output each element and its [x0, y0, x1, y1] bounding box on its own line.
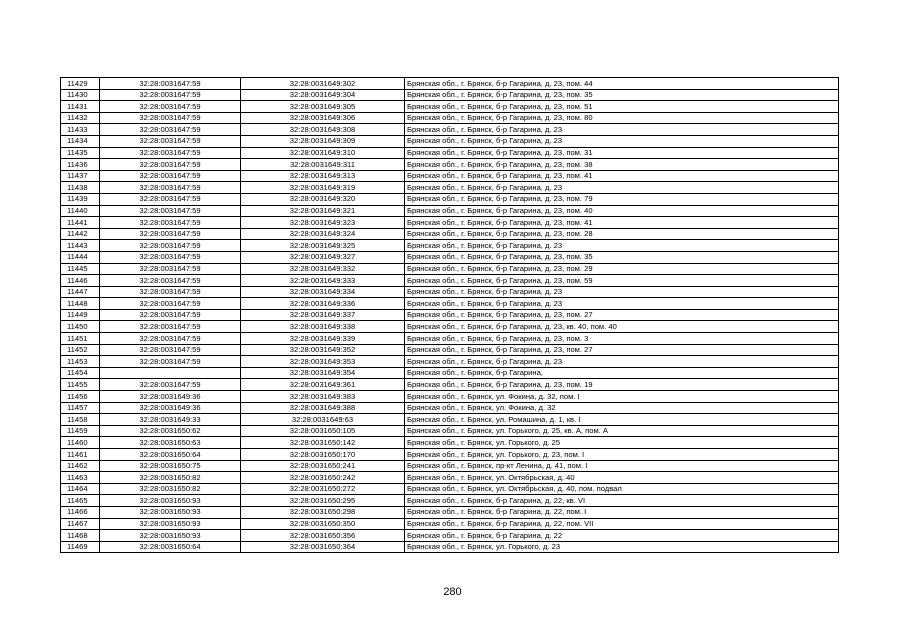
cadastral-number-cell: 32:28:0031649:304: [241, 89, 405, 101]
parent-cadastral-number-cell: 32:28:0031647:59: [100, 228, 241, 240]
row-number-cell: 11429: [61, 78, 100, 90]
address-cell: Брянская обл., г. Брянск, б-р Гагарина, д. 22, пом. I: [405, 506, 839, 518]
table-row: [61, 472, 839, 484]
row-number-cell: 11437: [61, 170, 100, 182]
parent-cadastral-number-cell: 32:28:0031649:36: [100, 402, 241, 414]
table-row: [61, 275, 839, 287]
row-number-cell: 11434: [61, 135, 100, 147]
row-number-cell: 11457: [61, 402, 100, 414]
row-number-cell: 11450: [61, 321, 100, 333]
table-row: [61, 159, 839, 171]
cadastral-number-cell: 32:28:0031650:170: [241, 449, 405, 461]
row-number-cell: 11431: [61, 101, 100, 113]
address-cell: Брянская обл., г. Брянск, б-р Гагарина, д. 23, пом. 44: [405, 78, 839, 90]
parent-cadastral-number-cell: 32:28:0031650:93: [100, 530, 241, 542]
cadastral-number-cell: 32:28:0031649:336: [241, 298, 405, 310]
row-number-cell: 11455: [61, 379, 100, 391]
table-row: [61, 356, 839, 368]
table-row: [61, 170, 839, 182]
address-cell: Брянская обл., г. Брянск, б-р Гагарина, д. 23, пом. 40: [405, 205, 839, 217]
parent-cadastral-number-cell: 32:28:0031650:82: [100, 483, 241, 495]
parent-cadastral-number-cell: 32:28:0031647:59: [100, 217, 241, 229]
cadastral-number-cell: 32:28:0031650:241: [241, 460, 405, 472]
table-row: [61, 321, 839, 333]
address-cell: Брянская обл., г. Брянск, б-р Гагарина, д. 23, пом. 41: [405, 217, 839, 229]
cadastral-number-cell: 32:28:0031650:242: [241, 472, 405, 484]
table-row: [61, 379, 839, 391]
address-cell: Брянская обл., г. Брянск, б-р Гагарина, д. 23, пом. 28: [405, 228, 839, 240]
table-body: [61, 78, 839, 553]
address-cell: Брянская обл., г. Брянск, ул. Горького, д. 25, кв. А, пом. А: [405, 425, 839, 437]
address-cell: Брянская обл., г. Брянск, б-р Гагарина, д. 22: [405, 530, 839, 542]
parent-cadastral-number-cell: 32:28:0031647:59: [100, 101, 241, 113]
table-row: [61, 298, 839, 310]
address-cell: Брянская обл., г. Брянск, ул. Фокина, д. 32, пом. I: [405, 391, 839, 403]
address-cell: Брянская обл., г. Брянск, ул. Октябрьская, д. 40, пом. подвал: [405, 483, 839, 495]
row-number-cell: 11448: [61, 298, 100, 310]
row-number-cell: 11468: [61, 530, 100, 542]
row-number-cell: 11432: [61, 112, 100, 124]
page-number: 280: [443, 586, 462, 598]
address-cell: Брянская обл., г. Брянск, б-р Гагарина, д. 22, кв. VI: [405, 495, 839, 507]
cadastral-number-cell: 32:28:0031649:327: [241, 251, 405, 263]
parent-cadastral-number-cell: 32:28:0031647:59: [100, 333, 241, 345]
row-number-cell: 11433: [61, 124, 100, 136]
address-cell: Брянская обл., г. Брянск, ул. Фокина, д. 32: [405, 402, 839, 414]
address-cell: Брянская обл., г. Брянск, б-р Гагарина, д. 22, пом. VII: [405, 518, 839, 530]
cadastral-number-cell: 32:28:0031649:305: [241, 101, 405, 113]
parent-cadastral-number-cell: 32:28:0031647:59: [100, 321, 241, 333]
row-number-cell: 11465: [61, 495, 100, 507]
parent-cadastral-number-cell: 32:28:0031650:64: [100, 541, 241, 553]
cadastral-number-cell: 32:28:0031649:354: [241, 367, 405, 379]
cadastral-number-cell: 32:28:0031649:338: [241, 321, 405, 333]
parent-cadastral-number-cell: 32:28:0031647:59: [100, 147, 241, 159]
cadastral-number-cell: 32:28:0031649:333: [241, 275, 405, 287]
cadastral-number-cell: 32:28:0031649:324: [241, 228, 405, 240]
address-cell: Брянская обл., г. Брянск, б-р Гагарина, д. 23: [405, 286, 839, 298]
address-cell: Брянская обл., г. Брянск, б-р Гагарина, д. 23: [405, 298, 839, 310]
address-cell: Брянская обл., г. Брянск, ул. Горького, д. 23: [405, 541, 839, 553]
table-row: [61, 483, 839, 495]
cadastral-number-cell: 32:28:0031649:388: [241, 402, 405, 414]
table-row: [61, 101, 839, 113]
address-cell: Брянская обл., г. Брянск, б-р Гагарина, д. 23, пом. 27: [405, 344, 839, 356]
row-number-cell: 11460: [61, 437, 100, 449]
row-number-cell: 11438: [61, 182, 100, 194]
address-cell: Брянская обл., г. Брянск, б-р Гагарина, д. 23: [405, 240, 839, 252]
address-cell: Брянская обл., г. Брянск, б-р Гагарина, д. 23, пом. 19: [405, 379, 839, 391]
cadastral-number-cell: 32:28:0031649:302: [241, 78, 405, 90]
parent-cadastral-number-cell: 32:28:0031647:59: [100, 193, 241, 205]
table-row: [61, 89, 839, 101]
table-row: [61, 402, 839, 414]
parent-cadastral-number-cell: 32:28:0031647:59: [100, 135, 241, 147]
row-number-cell: 11466: [61, 506, 100, 518]
table-row: [61, 124, 839, 136]
row-number-cell: 11459: [61, 425, 100, 437]
address-cell: Брянская обл., г. Брянск, пр-кт Ленина, д. 41, пом. I: [405, 460, 839, 472]
parent-cadastral-number-cell: 32:28:0031650:63: [100, 437, 241, 449]
address-cell: Брянская обл., г. Брянск, б-р Гагарина, д. 23, пом. 35: [405, 251, 839, 263]
address-cell: Брянская обл., г. Брянск, б-р Гагарина, д. 23, пом. 79: [405, 193, 839, 205]
parent-cadastral-number-cell: 32:28:0031647:59: [100, 124, 241, 136]
table-row: [61, 495, 839, 507]
parent-cadastral-number-cell: 32:28:0031647:59: [100, 170, 241, 182]
cadastral-number-cell: 32:28:0031649:319: [241, 182, 405, 194]
row-number-cell: 11446: [61, 275, 100, 287]
address-cell: Брянская обл., г. Брянск, б-р Гагарина, д. 23, пом. 31: [405, 147, 839, 159]
parent-cadastral-number-cell: 32:28:0031647:59: [100, 89, 241, 101]
row-number-cell: 11435: [61, 147, 100, 159]
table-row: [61, 147, 839, 159]
parent-cadastral-number-cell: 32:28:0031647:59: [100, 286, 241, 298]
parent-cadastral-number-cell: 32:28:0031649:36: [100, 391, 241, 403]
row-number-cell: 11444: [61, 251, 100, 263]
row-number-cell: 11467: [61, 518, 100, 530]
row-number-cell: 11462: [61, 460, 100, 472]
address-cell: Брянская обл., г. Брянск, б-р Гагарина, д. 23: [405, 182, 839, 194]
table-row: [61, 78, 839, 90]
cadastral-number-cell: 32:28:0031649:339: [241, 333, 405, 345]
cadastral-number-cell: 32:28:0031649:306: [241, 112, 405, 124]
cadastral-number-cell: 32:28:0031650:295: [241, 495, 405, 507]
row-number-cell: 11458: [61, 414, 100, 426]
table-row: [61, 541, 839, 553]
table-row: [61, 460, 839, 472]
cadastral-number-cell: 32:28:0031649:361: [241, 379, 405, 391]
address-cell: Брянская обл., г. Брянск, б-р Гагарина, д. 23, кв. 40, пом. 40: [405, 321, 839, 333]
row-number-cell: 11442: [61, 228, 100, 240]
table-row: [61, 263, 839, 275]
address-cell: Брянская обл., г. Брянск, б-р Гагарина, д. 23: [405, 124, 839, 136]
row-number-cell: 11447: [61, 286, 100, 298]
table-row: [61, 309, 839, 321]
cadastral-number-cell: 32:28:0031650:105: [241, 425, 405, 437]
parent-cadastral-number-cell: 32:28:0031647:59: [100, 112, 241, 124]
table-row: [61, 193, 839, 205]
row-number-cell: 11441: [61, 217, 100, 229]
table-row: [61, 506, 839, 518]
parent-cadastral-number-cell: 32:28:0031647:59: [100, 344, 241, 356]
parent-cadastral-number-cell: 32:28:0031647:59: [100, 251, 241, 263]
parent-cadastral-number-cell: 32:28:0031647:59: [100, 263, 241, 275]
address-cell: Брянская обл., г. Брянск, б-р Гагарина, д. 23, пом. 59: [405, 275, 839, 287]
row-number-cell: 11439: [61, 193, 100, 205]
parent-cadastral-number-cell: 32:28:0031647:59: [100, 240, 241, 252]
table-row: [61, 344, 839, 356]
row-number-cell: 11461: [61, 449, 100, 461]
table-row: [61, 367, 839, 379]
parent-cadastral-number-cell: 32:28:0031649:33: [100, 414, 241, 426]
row-number-cell: 11469: [61, 541, 100, 553]
row-number-cell: 11456: [61, 391, 100, 403]
row-number-cell: 11454: [61, 367, 100, 379]
table-row: [61, 425, 839, 437]
cadastral-number-cell: 32:28:0031649:334: [241, 286, 405, 298]
table-row: [61, 228, 839, 240]
cadastral-number-cell: 32:28:0031649:309: [241, 135, 405, 147]
cadastral-number-cell: 32:28:0031649:308: [241, 124, 405, 136]
cadastral-registry-table: [60, 77, 839, 553]
cadastral-number-cell: 32:28:0031649:337: [241, 309, 405, 321]
table-row: [61, 286, 839, 298]
parent-cadastral-number-cell: 32:28:0031650:93: [100, 495, 241, 507]
address-cell: Брянская обл., г. Брянск, б-р Гагарина, д. 23: [405, 135, 839, 147]
address-cell: Брянская обл., г. Брянск, б-р Гагарина, д. 23, пом. 27: [405, 309, 839, 321]
parent-cadastral-number-cell: 32:28:0031647:59: [100, 379, 241, 391]
table-row: [61, 240, 839, 252]
parent-cadastral-number-cell: 32:28:0031647:59: [100, 182, 241, 194]
row-number-cell: 11463: [61, 472, 100, 484]
table-row: [61, 333, 839, 345]
parent-cadastral-number-cell: 32:28:0031650:75: [100, 460, 241, 472]
table-row: [61, 251, 839, 263]
row-number-cell: 11451: [61, 333, 100, 345]
cadastral-number-cell: 32:28:0031649:383: [241, 391, 405, 403]
parent-cadastral-number-cell: 32:28:0031650:93: [100, 506, 241, 518]
cadastral-number-cell: 32:28:0031649:320: [241, 193, 405, 205]
table-row: [61, 391, 839, 403]
cadastral-number-cell: 32:28:0031650:272: [241, 483, 405, 495]
address-cell: Брянская обл., г. Брянск, ул. Октябрьская, д. 40: [405, 472, 839, 484]
parent-cadastral-number-cell: 32:28:0031647:59: [100, 275, 241, 287]
cadastral-number-cell: 32:28:0031649:325: [241, 240, 405, 252]
parent-cadastral-number-cell: 32:28:0031650:93: [100, 518, 241, 530]
parent-cadastral-number-cell: 32:28:0031650:62: [100, 425, 241, 437]
address-cell: Брянская обл., г. Брянск, б-р Гагарина, д. 23, пом. 29: [405, 263, 839, 275]
address-cell: Брянская обл., г. Брянск, б-р Гагарина, д. 23, пом. 51: [405, 101, 839, 113]
row-number-cell: 11445: [61, 263, 100, 275]
table-row: [61, 135, 839, 147]
row-number-cell: 11436: [61, 159, 100, 171]
parent-cadastral-number-cell: 32:28:0031647:59: [100, 205, 241, 217]
table-row: [61, 205, 839, 217]
table-row: [61, 182, 839, 194]
row-number-cell: 11449: [61, 309, 100, 321]
cadastral-number-cell: 32:28:0031649:310: [241, 147, 405, 159]
cadastral-number-cell: 32:28:0031650:298: [241, 506, 405, 518]
address-cell: Брянская обл., г. Брянск, б-р Гагарина, д. 23, пом. 35: [405, 89, 839, 101]
row-number-cell: 11443: [61, 240, 100, 252]
cadastral-number-cell: 32:28:0031649:311: [241, 159, 405, 171]
parent-cadastral-number-cell: [100, 367, 241, 379]
cadastral-number-cell: 32:28:0031649:321: [241, 205, 405, 217]
parent-cadastral-number-cell: 32:28:0031647:59: [100, 356, 241, 368]
cadastral-number-cell: 32:28:0031650:142: [241, 437, 405, 449]
row-number-cell: 11453: [61, 356, 100, 368]
cadastral-number-cell: 32:28:0031650:364: [241, 541, 405, 553]
address-cell: Брянская обл., г. Брянск, ул. Горького, д. 25: [405, 437, 839, 449]
cadastral-number-cell: 32:28:0031649:352: [241, 344, 405, 356]
parent-cadastral-number-cell: 32:28:0031647:59: [100, 309, 241, 321]
address-cell: Брянская обл., г. Брянск, б-р Гагарина, д. 23, пом. 80: [405, 112, 839, 124]
cadastral-number-cell: 32:28:0031649:313: [241, 170, 405, 182]
address-cell: Брянская обл., г. Брянск, б-р Гагарина,: [405, 367, 839, 379]
cadastral-number-cell: 32:28:0031650:350: [241, 518, 405, 530]
address-cell: Брянская обл., г. Брянск, б-р Гагарина, д. 23, пом. 3: [405, 333, 839, 345]
table-row: [61, 449, 839, 461]
row-number-cell: 11452: [61, 344, 100, 356]
cadastral-number-cell: 32:28:0031650:356: [241, 530, 405, 542]
address-cell: Брянская обл., г. Брянск, б-р Гагарина, д. 23, пом. 41: [405, 170, 839, 182]
address-cell: Брянская обл., г. Брянск, б-р Гагарина, д. 23: [405, 356, 839, 368]
address-cell: Брянская обл., г. Брянск, ул. Горького, д. 23, пом. I: [405, 449, 839, 461]
address-cell: Брянская обл., г. Брянск, б-р Гагарина, д. 23, пом. 38: [405, 159, 839, 171]
parent-cadastral-number-cell: 32:28:0031647:59: [100, 298, 241, 310]
table-row: [61, 518, 839, 530]
table-row: [61, 112, 839, 124]
table-row: [61, 217, 839, 229]
parent-cadastral-number-cell: 32:28:0031650:82: [100, 472, 241, 484]
table-row: [61, 530, 839, 542]
cadastral-number-cell: 32:28:0031649:353: [241, 356, 405, 368]
table-row: [61, 437, 839, 449]
parent-cadastral-number-cell: 32:28:0031647:59: [100, 78, 241, 90]
address-cell: Брянская обл., г. Брянск, ул. Ромашина, д. 1, кв. I: [405, 414, 839, 426]
cadastral-number-cell: 32:28:0031649:332: [241, 263, 405, 275]
row-number-cell: 11464: [61, 483, 100, 495]
parent-cadastral-number-cell: 32:28:0031650:64: [100, 449, 241, 461]
parent-cadastral-number-cell: 32:28:0031647:59: [100, 159, 241, 171]
row-number-cell: 11440: [61, 205, 100, 217]
row-number-cell: 11430: [61, 89, 100, 101]
table-row: [61, 414, 839, 426]
cadastral-number-cell: 32:28:0031649:323: [241, 217, 405, 229]
cadastral-number-cell: 32:28:0031649:63: [241, 414, 405, 426]
